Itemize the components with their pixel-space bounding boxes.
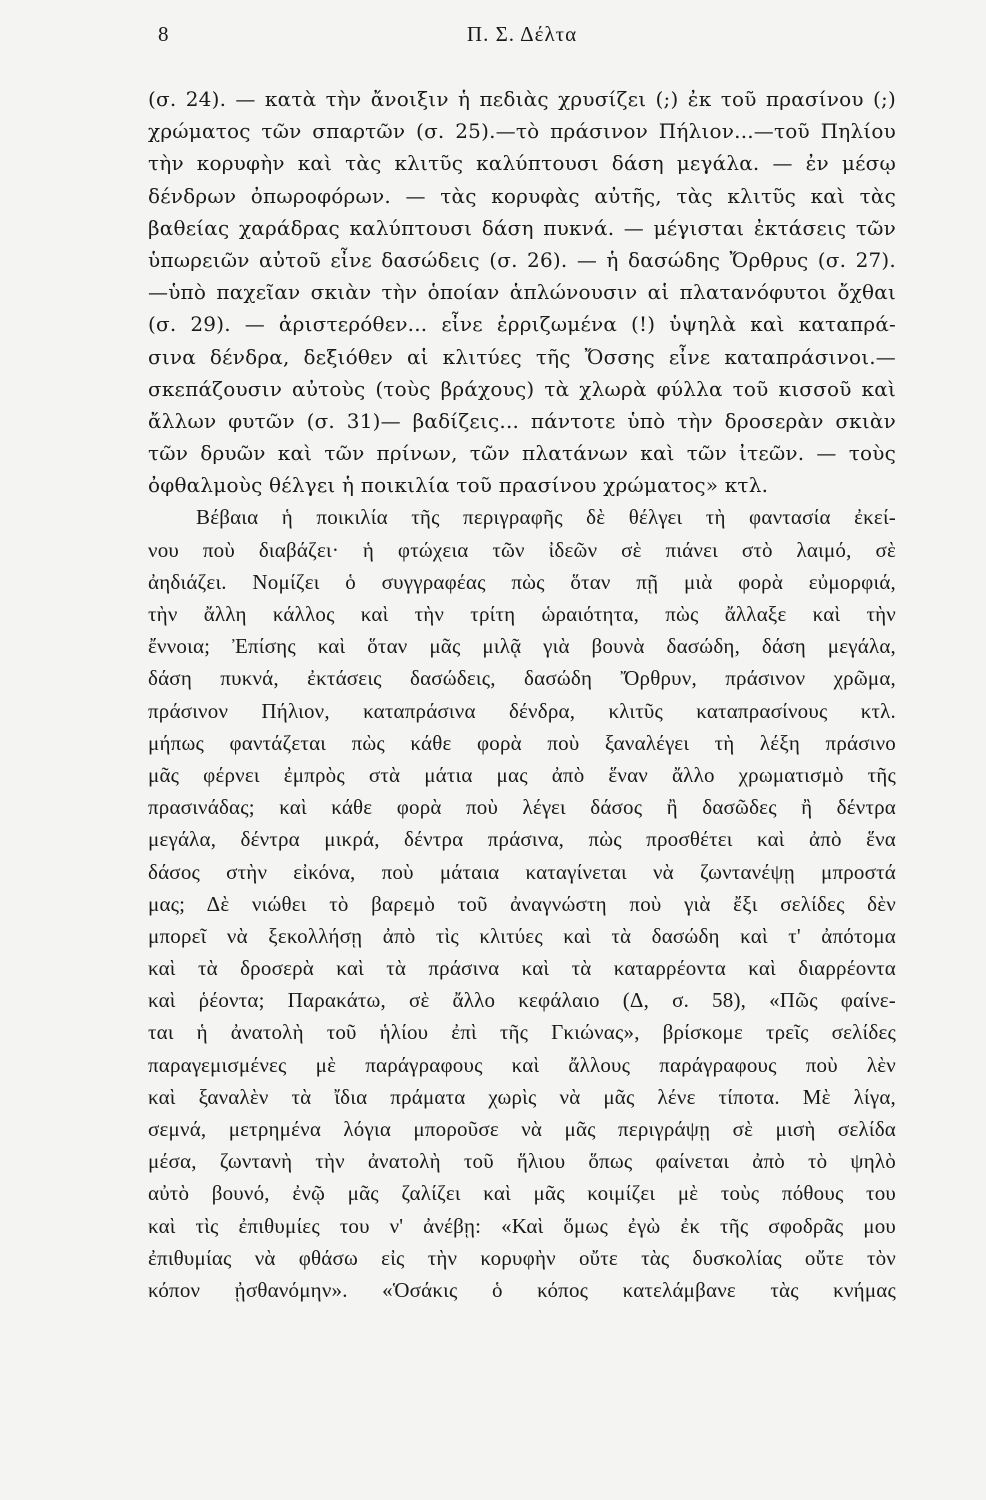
text-line: πρασινάδας; καὶ κάθε φορὰ ποὺ λέγει δάσος ἢ δασῶδες ἢ δέντρα	[148, 795, 896, 820]
text-line: ὑπωρειῶν αὐτοῦ εἶνε δασώδεις (σ. 26). — ἡ δασώδης Ὄρθρυς (σ. 27).	[148, 247, 896, 272]
text-line: Βέβαια ἡ ποικιλία τῆς περιγραφῆς δὲ θέλγει τὴ φαντασία ἐκεί-	[196, 505, 896, 530]
text-line: μεγάλα, δέντρα μικρά, δέντρα πράσινα, πὼς προσθέτει καὶ ἀπὸ ἕνα	[148, 827, 896, 852]
text-line: μέσα, ζωντανὴ τὴν ἀνατολὴ τοῦ ἥλιου ὅπως φαίνεται ἀπὸ τὸ ψηλὸ	[148, 1149, 896, 1174]
text-line: μήπως φαντάζεται πὼς κάθε φορὰ ποὺ ξαναλέγει τὴ λέξη πράσινο	[148, 730, 896, 755]
text-line: μᾶς φέρνει ἐμπρὸς στὰ μάτια μας ἀπὸ ἕναν ἄλλο χρωματισμὸ τῆς	[148, 762, 896, 787]
text-line: δάσος στὴν εἰκόνα, ποὺ μάταια καταγίνεται νὰ ζωντανέψῃ μπροστά	[148, 859, 896, 884]
text-line: κόπον ᾐσθανόμην». «Ὁσάκις ὁ κόπος κατελάμβανε τὰς κνήμας	[148, 1277, 896, 1302]
text-line: ἔννοια; Ἐπίσης καὶ ὅταν μᾶς μιλᾷ γιὰ βουνὰ δασώδη, δάση μεγάλα,	[148, 634, 896, 659]
text-line: τὴν κορυφὴν καὶ τὰς κλιτῦς καλύπτουσι δάση μεγάλα. — ἐν μέσῳ	[148, 151, 896, 176]
text-line: νου ποὺ διαβάζει· ἡ φτώχεια τῶν ἰδεῶν σὲ πιάνει στὸ λαιμό, σὲ	[148, 537, 896, 562]
text-line: καὶ ῥέοντα; Παρακάτω, σὲ ἄλλο κεφάλαιο (Δ, σ. 58), «Πῶς φαίνε-	[148, 988, 896, 1013]
text-line: καὶ ξαναλὲν τὰ ἴδια πράματα χωρὶς νὰ μᾶς λένε τίποτα. Μὲ λίγα,	[148, 1084, 896, 1109]
text-line: μπορεῖ νὰ ξεκολλήσῃ ἀπὸ τὶς κλιτύες καὶ τὰ δασώδη καὶ τ' ἀπότομα	[148, 923, 896, 948]
text-line: πράσινον Πήλιον, καταπράσινα δένδρα, κλιτῦς καταπρασίνους κτλ.	[148, 698, 896, 723]
text-line: αὐτὸ βουνό, ἐνῷ μᾶς ζαλίζει καὶ μᾶς κοιμίζει μὲ τοὺς πόθους του	[148, 1181, 896, 1206]
text-line: ται ἡ ἀνατολὴ τοῦ ἡλίου ἐπὶ τῆς Γκιώνας», βρίσκομε τρεῖς σελίδες	[148, 1020, 896, 1045]
text-line: καὶ τὶς ἐπιθυμίες του ν' ἀνέβῃ: «Καὶ ὅμως ἐγὼ ἐκ τῆς σφοδρᾶς μου	[148, 1213, 896, 1238]
page-number: 8	[158, 22, 169, 46]
text-line: —ὑπὸ παχεῖαν σκιὰν τὴν ὁποίαν ἁπλώνουσιν αἱ πλατανόφυτοι ὄχθαι	[148, 280, 896, 305]
running-head: Π. Σ. Δέλτα	[466, 22, 578, 46]
text-line: ἐπιθυμίας νὰ φθάσω εἰς τὴν κορυφὴν οὔτε τὰς δυσκολίας οὔτε τὸν	[148, 1245, 896, 1270]
text-line: δένδρων ὀπωροφόρων. — τὰς κορυφὰς αὐτῆς, τὰς κλιτῦς καὶ τὰς	[148, 183, 896, 208]
text-line: σκεπάζουσιν αὐτοὺς (τοὺς βράχους) τὰ χλωρὰ φύλλα τοῦ κισσοῦ καὶ	[148, 376, 896, 401]
text-line: σεμνά, μετρημένα λόγια μποροῦσε νὰ μᾶς περιγράψῃ σὲ μισὴ σελίδα	[148, 1117, 896, 1141]
body-text	[148, 83, 896, 1306]
text-line: βαθείας χαράδρας καλύπτουσι δάση πυκνά. — μέγισται ἐκτάσεις τῶν	[148, 215, 896, 240]
text-line: τῶν δρυῶν καὶ τῶν πρίνων, τῶν πλατάνων καὶ τῶν ἰτεῶν. — τοὺς	[148, 441, 896, 466]
text-line: χρώματος τῶν σπαρτῶν (σ. 25).—τὸ πράσινον Πήλιον...—τοῦ Πηλίου	[148, 119, 896, 144]
text-line: (σ. 24). — κατὰ τὴν ἄνοιξιν ἡ πεδιὰς χρυσίζει (;) ἐκ τοῦ πρασίνου (;)	[148, 87, 896, 111]
text-line: ὀφθαλμοὺς θέλγει ἡ ποικιλία τοῦ πρασίνου χρώματος» κτλ.	[148, 473, 769, 498]
text-line: (σ. 29). — ἀριστερόθεν... εἶνε ἐρριζωμένα (!) ὑψηλὰ καὶ καταπρά-	[148, 312, 896, 337]
page-header	[148, 22, 896, 62]
text-line: δάση πυκνά, ἐκτάσεις δασώδεις, δασώδη Ὄρθρυν, πράσινον χρῶμα,	[148, 666, 896, 691]
text-line: ἀηδιάζει. Νομίζει ὁ συγγραφέας πὼς ὅταν πῇ μιὰ φορὰ εὐμορφιά,	[148, 569, 896, 594]
text-line: παραγεμισμένες μὲ παράγραφους καὶ ἄλλους παράγραφους ποὺ λὲν	[148, 1052, 896, 1077]
text-line: σινα δένδρα, δεξιόθεν αἱ κλιτύες τῆς Ὄσσης εἶνε καταπράσινοι.—	[148, 344, 896, 369]
text-line: καὶ τὰ δροσερὰ καὶ τὰ πράσινα καὶ τὰ καταρρέοντα καὶ διαρρέοντα	[148, 956, 896, 981]
text-line: τὴν ἄλλη κάλλος καὶ τὴν τρίτη ὡραιότητα, πὼς ἄλλαξε καὶ τὴν	[148, 602, 896, 626]
text-line: ἄλλων φυτῶν (σ. 31)— βαδίζεις... πάντοτε ὑπὸ τὴν δροσερὰν σκιὰν	[148, 408, 896, 433]
text-line: μας; Δὲ νιώθει τὸ βαρεμὸ τοῦ ἀναγνώστη ποὺ γιὰ ἔξι σελίδες δὲν	[148, 891, 896, 916]
